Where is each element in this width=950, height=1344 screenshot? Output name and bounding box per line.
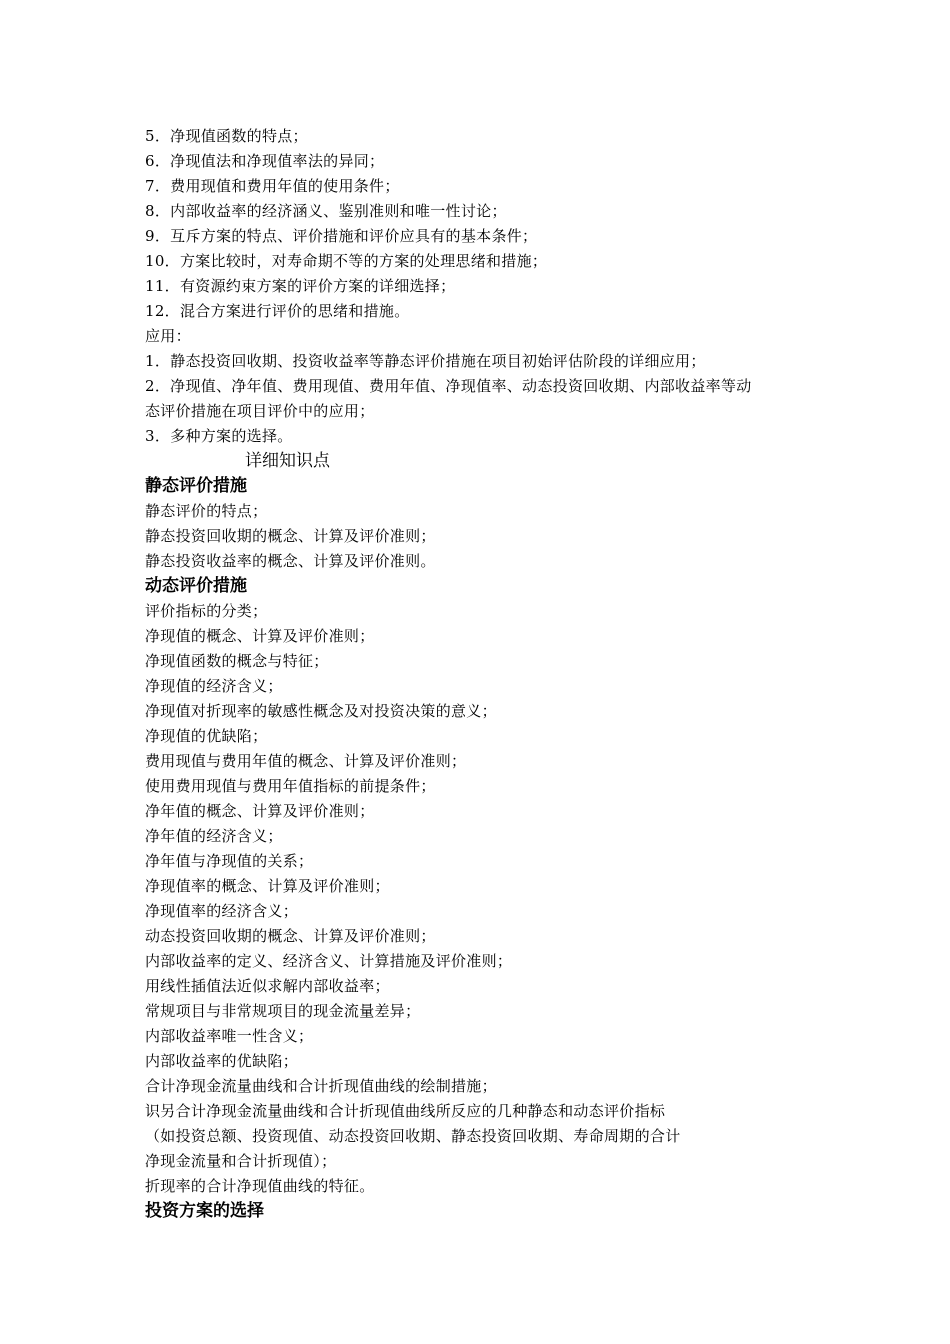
list-item: 8．内部收益率的经济涵义、鉴别准则和唯一性讨论； [145, 202, 507, 220]
document-page [145, 124, 825, 1224]
list-item: 内部收益率的定义、经济含义、计算措施及评价准则； [145, 952, 513, 970]
intro-list [145, 124, 825, 324]
list-item: 净现值函数的概念与特征； [145, 652, 329, 670]
list-item: 内部收益率唯一性含义； [145, 1027, 314, 1045]
list-item: 合计净现金流量曲线和合计折现值曲线的绘制措施； [145, 1077, 497, 1095]
list-item: （如投资总额、投资现值、动态投资回收期、静态投资回收期、寿命周期的合计 [145, 1127, 681, 1145]
list-item: 11．有资源约束方案的评价方案的详细选择； [145, 277, 456, 295]
section-heading: 投资方案的选择 [145, 1201, 264, 1221]
list-item: 态评价措施在项目评价中的应用； [145, 402, 375, 420]
section-heading: 动态评价措施 [145, 576, 247, 596]
list-item: 10．方案比较时，对寿命期不等的方案的处理思绪和措施； [145, 252, 548, 270]
list-item: 折现率的合计净现值曲线的特征。 [145, 1177, 375, 1195]
list-item: 内部收益率的优缺陷； [145, 1052, 299, 1070]
list-item: 净现值的优缺陷； [145, 727, 268, 745]
list-item: 净现金流量和合计折现值）； [145, 1152, 337, 1170]
list-item: 动态投资回收期的概念、计算及评价准则； [145, 927, 436, 945]
list-item: 评价指标的分类； [145, 602, 268, 620]
list-item: 5．净现值函数的特点； [145, 127, 308, 145]
list-item: 净年值与净现值的关系； [145, 852, 314, 870]
list-item: 静态投资收益率的概念、计算及评价准则。 [145, 552, 436, 570]
list-item: 净年值的经济含义； [145, 827, 283, 845]
list-item: 7．费用现值和费用年值的使用条件； [145, 177, 400, 195]
application-label: 应用： [145, 327, 191, 345]
list-item: 2．净现值、净年值、费用现值、费用年值、净现值率、动态投资回收期、内部收益率等动 [145, 377, 752, 395]
list-item: 常规项目与非常规项目的现金流量差异； [145, 1002, 421, 1020]
list-item: 净现值率的概念、计算及评价准则； [145, 877, 390, 895]
list-item: 静态投资回收期的概念、计算及评价准则； [145, 527, 436, 545]
list-item: 净现值的经济含义； [145, 677, 283, 695]
list-item: 净现值对折现率的敏感性概念及对投资决策的意义； [145, 702, 497, 720]
detail-title: 详细知识点 [245, 451, 330, 471]
list-item: 1．静态投资回收期、投资收益率等静态评价措施在项目初始评估阶段的详细应用； [145, 352, 706, 370]
dynamic-section [145, 574, 825, 1199]
list-item: 静态评价的特点； [145, 502, 268, 520]
list-item: 3．多种方案的选择。 [145, 427, 293, 445]
static-section [145, 474, 825, 574]
list-item: 用线性插值法近似求解内部收益率； [145, 977, 390, 995]
list-item: 净年值的概念、计算及评价准则； [145, 802, 375, 820]
list-item: 费用现值与费用年值的概念、计算及评价准则； [145, 752, 467, 770]
list-item: 9．互斥方案的特点、评价措施和评价应具有的基本条件； [145, 227, 538, 245]
list-item: 净现值率的经济含义； [145, 902, 299, 920]
list-item: 6．净现值法和净现值率法的异同； [145, 152, 385, 170]
application-block [145, 324, 825, 449]
list-item: 12．混合方案进行评价的思绪和措施。 [145, 302, 410, 320]
section-heading: 静态评价措施 [145, 476, 247, 496]
list-item: 使用费用现值与费用年值指标的前提条件； [145, 777, 436, 795]
list-item: 识另合计净现金流量曲线和合计折现值曲线所反应的几种静态和动态评价指标 [145, 1102, 666, 1120]
list-item: 净现值的概念、计算及评价准则； [145, 627, 375, 645]
investment-section [145, 1199, 825, 1224]
